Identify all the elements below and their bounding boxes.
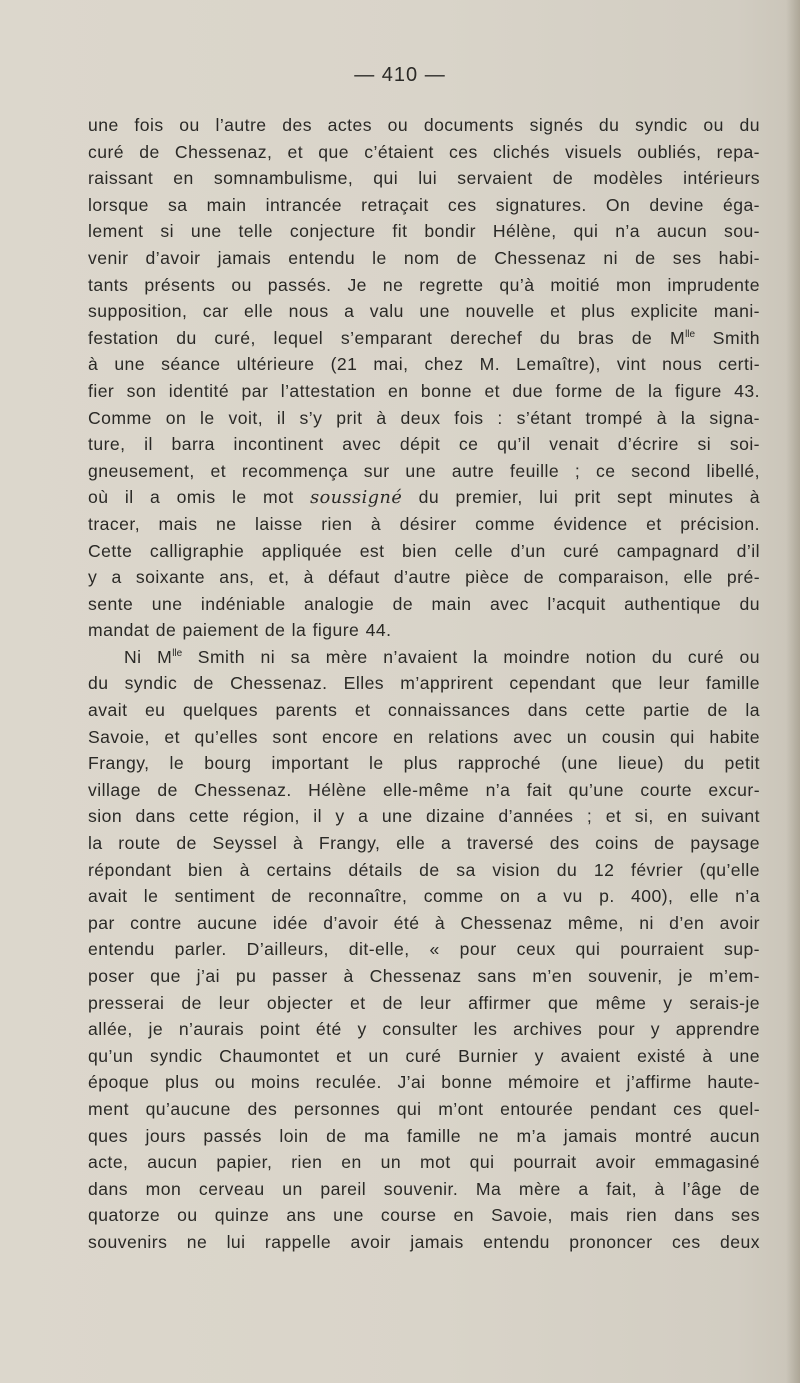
text-line: souvenirs ne lui rappelle avoir jamais entendu prononcer ces deux [88,1231,760,1252]
text-line: ques jours passés loin de ma famille ne m’a jamais montré aucun [88,1125,760,1146]
text-segment: Smith [695,327,761,348]
text-line: tants présents ou passés. Je ne regrette qu’à moitié mon imprudente [88,274,760,295]
text-line: une fois ou l’autre des actes ou documents signés du syndic ou du [88,115,760,135]
superscript-lle: lle [685,328,696,340]
page-edge-shadow [786,0,800,1383]
text-line [88,644,760,671]
text-line: sente une indéniable analogie de main avec l’acquit authentique du [88,593,760,614]
text-line: Cette calligraphie appliquée est bien celle d’un curé campagnard d’il [88,540,760,561]
text-segment: festation du curé, lequel s’emparant derechef du bras de M [88,327,686,348]
text-segment: Smith ni sa mère n’avaient la moindre notion du curé ou [182,646,760,667]
text-line: Frangy, le bourg important le plus rapproché (une lieue) du petit [88,753,760,774]
text-line: quatorze ou quinze ans une course en Savoie, mais rien dans ses [88,1205,760,1226]
text-line: gneusement, et recommença sur une autre feuille ; ce second libellé, [88,460,760,481]
text-line: y a soixante ans, et, à défaut d’autre pièce de comparaison, elle pré- [88,567,760,588]
text-line: répondant bien à certains détails de sa vision du 12 février (qu’elle [88,859,760,880]
text-line [88,325,760,352]
text-line: époque plus ou moins reculée. J’ai bonne mémoire et j’affirme haute- [88,1072,760,1093]
text-line: allée, je n’aurais point été y consulter les archives pour y apprendre [88,1019,760,1040]
text-line: entendu parler. D’ailleurs, dit-elle, « pour ceux qui pourraient sup- [88,939,760,960]
text-line: curé de Chessenaz, et que c’étaient ces clichés visuels oubliés, repa- [88,141,760,162]
text-line: Comme on le voit, il s’y prit à deux fois : s’étant trompé à la signa- [88,407,760,428]
text-line: mandat de paiement de la figure 44. [88,620,392,641]
text-line: supposition, car elle nous a valu une nouvelle et plus explicite mani- [88,301,760,322]
text-line: acte, aucun papier, rien en un mot qui pourrait avoir emmagasiné [88,1152,760,1173]
text-line: la route de Seyssel à Frangy, elle a traversé des coins de paysage [88,833,760,854]
text-line: ture, il barra incontinent avec dépit ce qu’il venait d’écrire si soi- [88,434,760,455]
text-line: Savoie, et qu’elles sont encore en relations avec un cousin qui habite [88,726,760,747]
text-line [88,484,760,511]
text-line: fier son identité par l’attestation en bonne et due forme de la figure 43. [88,380,760,401]
text-line: sion dans cette région, il y a une dizaine d’années ; et si, en suivant [88,806,760,827]
text-segment: Ni M [124,646,173,667]
text-line: par contre aucune idée d’avoir été à Chessenaz même, ni d’en avoir [88,912,760,933]
text-line: presserai de leur objecter et de leur affirmer que même y serais-je [88,992,760,1013]
text-line: qu’un syndic Chaumontet et un curé Burnier y avaient existé à une [88,1045,760,1066]
text-segment: où il a omis le mot [88,487,311,508]
text-line: raissant en somnambulisme, qui lui servaient de modèles intérieurs [88,168,760,189]
text-line: tracer, mais ne laisse rien à désirer comme évidence et précision. [88,513,760,534]
page-number: — 410 — [354,64,446,86]
superscript-lle: lle [172,647,183,659]
body-text [88,112,760,1256]
italic-word: soussigné [310,488,403,509]
text-line: lorsque sa main intrancée retraçait ces signatures. On devine éga- [88,194,760,215]
text-line: dans mon cerveau un pareil souvenir. Ma mère a fait, à l’âge de [88,1178,760,1199]
text-line: village de Chessenaz. Hélène elle-même n’a fait qu’une courte excur- [88,779,760,800]
text-segment: du premier, lui prit sept minutes à [402,487,760,508]
text-line: ment qu’aucune des personnes qui m’ont entourée pendant ces quel- [88,1098,760,1119]
text-line: à une séance ultérieure (21 mai, chez M. Lemaître), vint nous certi- [88,354,760,375]
text-line: avait eu quelques parents et connaissances dans cette partie de la [88,700,760,721]
text-line: avait le sentiment de reconnaître, comme on a vu p. 400), elle n’a [88,886,760,907]
text-line: venir d’avoir jamais entendu le nom de Chessenaz ni de ses habi- [88,247,760,268]
text-line: lement si une telle conjecture fit bondir Hélène, qui n’a aucun sou- [88,221,760,242]
text-line: du syndic de Chessenaz. Elles m’apprirent cependant que leur famille [88,673,760,694]
text-line: poser que j’ai pu passer à Chessenaz sans m’en souvenir, je m’em- [88,966,760,986]
